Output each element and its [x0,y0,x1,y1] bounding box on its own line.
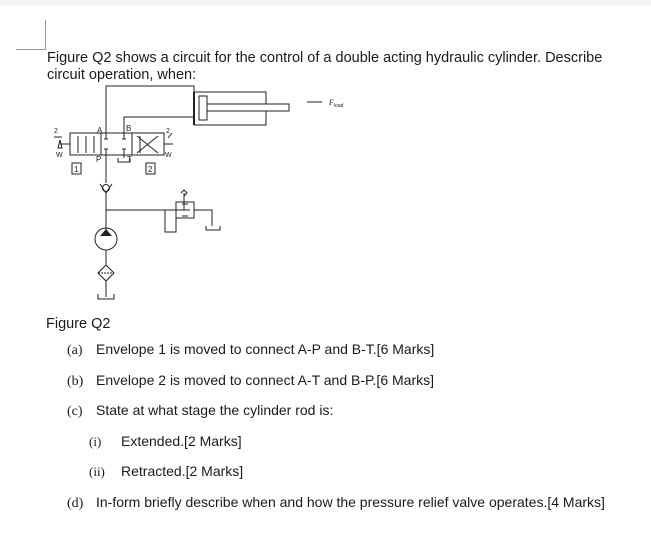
intro-line-2: circuit operation, when: [47,67,197,83]
port-t-label: T [127,155,132,164]
relief-tank [206,226,220,230]
question-a-text: Envelope 1 is moved to connect A-P and B-T.[6 Marks] [96,341,435,357]
envelope-1-label: 1 [74,165,79,174]
question-c-ii-text: Retracted.[2 Marks] [121,463,244,479]
question-c-ii [89,463,243,480]
line-b-to-cylinder [124,117,194,133]
question-d-label: (d) [67,496,84,511]
left-spring-label: W [56,152,63,159]
question-c-ii-label: (ii) [89,464,105,479]
question-b [67,372,434,390]
question-c [67,402,333,420]
question-c-i-text: Extended.[2 Marks] [121,433,242,449]
question-c-text: State at what stage the cylinder rod is: [96,402,334,418]
question-d-text: In-form briefly describe when and how the pressure relief valve operates.[4 Marks] [96,494,605,510]
port-a-label: A [97,126,103,135]
envelope-2-label: 2 [148,165,153,174]
figure-caption: Figure Q2 [46,316,111,332]
check-valve [103,185,110,192]
relief-pilot-line [106,193,184,210]
port-b-label: B [126,124,132,133]
question-b-label: (b) [67,374,84,389]
svg-text:2: 2 [166,128,170,135]
directional-control-valve [54,133,173,155]
question-d [67,494,605,512]
intro-line-1: Figure Q2 shows a circuit for the control of a double acting hydraulic cylinder. Describe [47,50,603,66]
question-c-i-label: (i) [89,434,102,449]
question-a-label: (a) [67,343,83,358]
double-acting-cylinder [194,92,289,125]
question-a [67,341,434,359]
question-b-text: Envelope 2 is moved to connect A-T and B-P.[6 Marks] [96,372,434,388]
line-a-to-cylinder [106,86,194,133]
right-spring-label: W [165,152,172,159]
question-c-label: (c) [67,404,83,419]
svg-text:2: 2 [54,128,58,135]
fload-subscript: load [334,103,344,109]
fload-label: F [329,98,334,107]
port-p-label: P [96,155,102,164]
question-c-i [89,433,242,450]
